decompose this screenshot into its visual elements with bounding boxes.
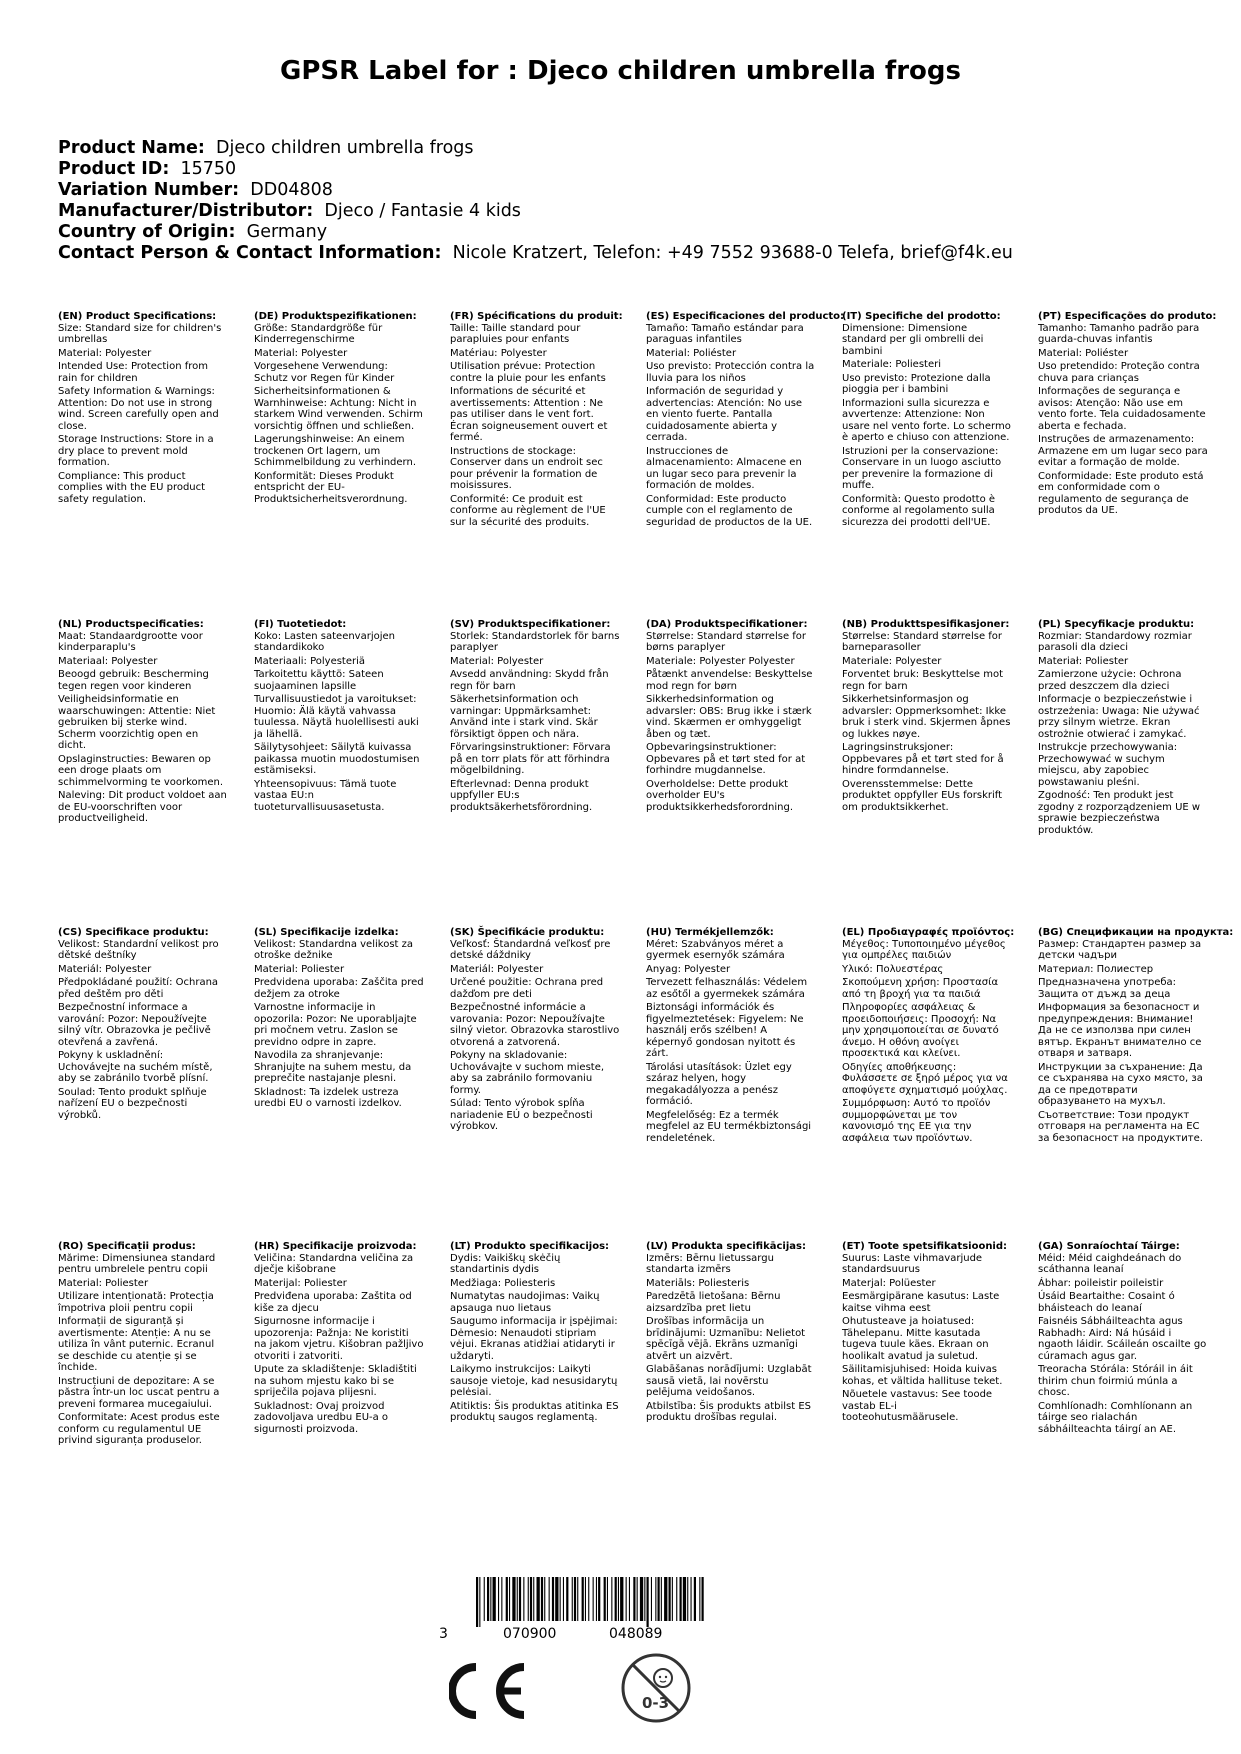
spec-item: Súlad: Tento výrobok spĺňa nariadenie EÚ o bezpečnosti výrobkov. xyxy=(450,1098,593,1132)
spec-item: Anyag: Polyester xyxy=(646,963,731,975)
spec-item: Säilytysohjeet: Säilytä kuivassa paikassa muotin muodostumisen estämiseksi. xyxy=(254,742,420,776)
spec-item: Treoracha Stórála: Stóráil in áit thirim chun foirmiú múnla a chosc. xyxy=(1038,1364,1193,1398)
spec-item: Material: Poliéster xyxy=(1038,347,1129,359)
spec-item: Dydis: Vaikiškų skėčių standartinis dydis xyxy=(450,1252,561,1275)
spec-item: Pokyny na skladovanie: Uchovávajte v suchom mieste, aby sa zabránilo formovaniu formy. xyxy=(450,1050,605,1096)
spec-item: Materiał: Poliester xyxy=(1038,655,1129,667)
spec-item: Σκοπούμενη χρήση: Προστασία από τη βροχή για τα παιδιά xyxy=(842,977,999,1000)
barcode-bar xyxy=(530,1577,532,1621)
barcode-bar xyxy=(549,1577,550,1621)
spec-block xyxy=(58,927,228,1123)
barcode-bar xyxy=(541,1577,543,1621)
spec-item: Biztonsági információk és figyelmeztetések: Figyelem: Ne használj erős szélben! A képernyő gondosan nyitott és zárt. xyxy=(646,1002,804,1059)
age-warning-icon xyxy=(620,1652,692,1724)
page-title: GPSR Label for : Djeco children umbrella frogs xyxy=(279,56,961,86)
spec-item: Materiale: Polyester Polyester xyxy=(646,655,795,667)
spec-item: Opslaginstructies: Bewaren op een droge plaats om schimmelvorming te voorkomen. xyxy=(58,753,224,788)
product-id-row xyxy=(58,159,1198,180)
spec-item: Materijal: Poliester xyxy=(254,1277,347,1289)
barcode-bar xyxy=(528,1577,529,1621)
spec-item: Drošības informācija un brīdinājumi: Uzmanību: Nelietot spēcīgā vējā. Ekrāns uzmanīgi atvērt un aizvērt. xyxy=(646,1316,806,1362)
barcode-bar xyxy=(577,1577,578,1621)
barcode-bar xyxy=(588,1577,589,1621)
spec-heading: (FI) Tuotetiedot: xyxy=(254,619,347,630)
spec-heading: (DE) Produktspezifikationen: xyxy=(254,311,417,322)
barcode-bar xyxy=(669,1577,671,1621)
spec-item: Información de seguridad y advertencias: Atención: No use en viento fuerte. Pantalla cuidadosamente abierta y cerrada. xyxy=(646,386,803,443)
spec-heading: (SK) Špecifikácie produktu: xyxy=(450,927,605,938)
spec-item: Mărime: Dimensiunea standard pentru umbrelele pentru copii xyxy=(58,1252,216,1275)
barcode-bar xyxy=(607,1577,608,1621)
spec-item: Förvaringsinstruktioner: Förvara på en torr plats för att förhindra mögelbildning. xyxy=(450,742,611,776)
info-value: 15750 xyxy=(180,159,237,179)
spec-heading: (CS) Specifikace produktu: xyxy=(58,927,209,938)
spec-item: Материал: Полиестер xyxy=(1038,963,1154,975)
spec-item: Οδηγίες αποθήκευσης: Φυλάσσετε σε ξηρό μέρος για να αποφύγετε σχηματισμό μούχλας. xyxy=(842,1061,1008,1096)
barcode-bar xyxy=(620,1577,623,1621)
barcode-bar xyxy=(598,1577,600,1621)
spec-item: Sukladnost: Ovaj proizvod zadovoljava uredbu EU-a o sigurnosti proizvoda. xyxy=(254,1400,389,1435)
spec-item: Istruzioni per la conservazione: Conservare in un luogo asciutto per prevenire la formazione di muffe. xyxy=(842,445,1002,491)
spec-item: Soulad: Tento produkt splňuje nařízení EU o bezpečnosti výrobků. xyxy=(58,1086,207,1121)
spec-item: Faisnéis Sábháilteachta agus Rabhadh: Aird: Ná húsáid i ngaoth láidir. Scáileán oscailte go cúramach agus gar. xyxy=(1038,1316,1207,1362)
spec-item: Varnostne informacije in opozorila: Pozor: Ne uporabljajte pri močnem vetru. Zaslon se previdno odpre in zapre. xyxy=(254,1002,417,1048)
barcode-bar xyxy=(519,1577,521,1621)
barcode-bar xyxy=(487,1577,489,1621)
spec-item: Forventet bruk: Beskyttelse mot regn for barn xyxy=(842,669,1004,692)
spec-item: Určené použitie: Ochrana pred dažďom pre deti xyxy=(450,977,604,1000)
spec-item: Υλικό: Πολυεστέρας xyxy=(842,963,944,975)
barcode-bar xyxy=(651,1577,652,1621)
barcode-bar xyxy=(633,1577,635,1621)
barcode-bar xyxy=(537,1577,540,1621)
barcode-bar xyxy=(655,1577,656,1621)
spec-item: Conformitate: Acest produs este conform cu regulamentul UE privind siguranța produselor. xyxy=(58,1412,220,1446)
spec-item: Utilizare intenționată: Protecția împotriva ploii pentru copii xyxy=(58,1291,214,1314)
spec-item: Materiaali: Polyesteriä xyxy=(254,655,366,667)
spec-item: Tárolási utasítások: Üzlet egy száraz helyen, hogy megakadályozza a penész formáció. xyxy=(646,1061,792,1107)
info-label: Contact Person & Contact Information: xyxy=(58,243,442,263)
spec-heading: (NB) Produkttspesifikasjoner: xyxy=(842,619,1010,630)
spec-item: Πληροφορίες ασφάλειας & προειδοποιήσεις: Προσοχή: Να μην χρησιμοποιείται σε δυνατό άνεμο. Η οθόνη ανοίγει προσεκτικά και κλείνει. xyxy=(842,1002,999,1059)
spec-item: Säkerhetsinformation och varningar: Uppmärksamhet: Använd inte i stark vind. Skär försiktigt öppen och nära. xyxy=(450,694,598,740)
spec-item: Rozmiar: Standardowy rozmiar parasoli dla dzieci xyxy=(1038,630,1192,653)
barcode-bar xyxy=(517,1577,518,1621)
spec-item: Uso previsto: Protección contra la lluvia para los niños xyxy=(646,361,815,384)
spec-item: Úsáid Beartaithe: Cosaint ó bháisteach do leanaí xyxy=(1038,1291,1175,1314)
barcode-bar xyxy=(644,1577,645,1621)
manufacturer-row xyxy=(58,201,1198,222)
spec-heading: (LV) Produkta specifikācijas: xyxy=(646,1241,806,1252)
spec-item: Laikymo instrukcijos: Laikyti sausoje vietoje, kad nesusidarytų pelėsiai. xyxy=(450,1364,618,1398)
spec-item: Upute za skladištenje: Skladištiti na suhom mjestu kako bi se spriječila pojava plijesni. xyxy=(254,1364,417,1398)
info-label: Product ID: xyxy=(58,159,170,179)
spec-item: Conformità: Questo prodotto è conforme al regolamento sulla sicurezza dei prodotti dell'UE. xyxy=(842,493,996,528)
info-label: Variation Number: xyxy=(58,180,240,200)
spec-item: Zamierzone użycie: Ochrona przed deszczem dla dzieci xyxy=(1038,669,1182,692)
spec-item: Predviđena uporaba: Zaštita od kiše za djecu xyxy=(254,1291,412,1314)
spec-item: Materiál: Polyester xyxy=(450,963,544,975)
spec-heading: (PT) Especificações do produto: xyxy=(1038,311,1217,322)
spec-item: Instrucciones de almacenamiento: Almacene en un lugar seco para prevenir la formación de moldes. xyxy=(646,445,802,491)
spec-item: Sicherheitsinformationen & Warnhinweise: Achtung: Nicht in starkem Wind verwenden. Schirm vorsichtig öffnen und schließen. xyxy=(254,386,423,432)
spec-item: Lagerungshinweise: An einem trockenen Ort lagern, um Schimmelbildung zu verhindern. xyxy=(254,434,417,468)
spec-block xyxy=(646,1241,816,1426)
spec-item: Bezpečnostní informace a varování: Pozor: Nepoužívejte silný vítr. Obrazovka je pečlivě otevřená a zavřená. xyxy=(58,1002,211,1048)
spec-block xyxy=(842,927,1015,1146)
spec-item: Uso previsto: Protezione dalla pioggia per i bambini xyxy=(842,372,991,395)
spec-item: Säilitamisjuhised: Hoida kuivas kohas, et vältida hallituse teket. xyxy=(842,1364,1003,1387)
spec-item: Méret: Szabványos méret a gyermek esernyők számára xyxy=(646,938,785,961)
spec-item: Numatytas naudojimas: Vaikų apsauga nuo lietaus xyxy=(450,1291,600,1314)
barcode-bar xyxy=(640,1577,643,1621)
spec-item: Megfelelőség: Ez a termék megfelel az EU termékbiztonsági rendeletének. xyxy=(646,1109,812,1144)
barcode-bar xyxy=(484,1577,485,1621)
spec-item: Instrucțiuni de depozitare: A se păstra într-un loc uscat pentru a preveni formarea mucegaiului. xyxy=(58,1375,220,1410)
spec-item: Ohutusteave ja hoiatused: Tähelepanu. Mitte kasutada tugeva tuule käes. Ekraan on hoolikalt avatud ja suletud. xyxy=(842,1316,989,1362)
spec-item: Material: Poliester xyxy=(58,1277,149,1289)
spec-heading: (BG) Спецификации на продукта: xyxy=(1038,927,1234,938)
spec-item: Avsedd användning: Skydd från regn för barn xyxy=(450,669,609,692)
spec-heading: (PL) Specyfikacje produktu: xyxy=(1038,619,1195,630)
product-name-row xyxy=(58,138,1198,159)
barcode-digits-left: 070900 xyxy=(503,1626,557,1642)
spec-heading: (EL) Προδιαγραφές προϊόντος: xyxy=(842,927,1015,938)
spec-item: Maat: Standaardgrootte voor kinderparaplu's xyxy=(58,630,203,653)
spec-heading: (LT) Produkto specifikacijos: xyxy=(450,1241,610,1252)
spec-block xyxy=(254,619,424,815)
spec-heading: (DA) Produktspecifikationer: xyxy=(646,619,808,630)
spec-block xyxy=(646,311,845,530)
spec-item: Veličina: Standardna veličina za dječje kišobrane xyxy=(254,1252,414,1275)
spec-item: Информация за безопасност и предупреждения: Внимание! Да не се използва при силен вятър. Екранът внимателно се отваря и затваря. xyxy=(1038,1002,1202,1059)
barcode-digit-first: 3 xyxy=(439,1626,448,1642)
spec-item: Efterlevnad: Denna produkt uppfyller EU:s produktsäkerhetsförordning. xyxy=(450,778,593,813)
spec-heading: (GA) Sonraíochtaí Táirge: xyxy=(1038,1241,1180,1252)
spec-block xyxy=(58,311,228,507)
spec-item: Opbevaringsinstruktioner: Opbevares på et tørt sted for at forhindre mugdannelse. xyxy=(646,742,806,776)
barcode-bar xyxy=(702,1577,704,1621)
info-value: Djeco children umbrella frogs xyxy=(216,138,474,158)
spec-item: Velikost: Standardní velikost pro dětské deštníky xyxy=(58,938,219,961)
barcode-bar xyxy=(552,1577,554,1621)
spec-block xyxy=(450,1241,620,1426)
spec-item: Conformidade: Este produto está em conformidade com o regulamento de segurança de produtos da UE. xyxy=(1038,470,1204,516)
spec-block xyxy=(254,1241,424,1437)
spec-item: Nõuetele vastavus: See toode vastab EL-i tooteohutusmäärusele. xyxy=(842,1389,993,1423)
barcode-bar xyxy=(512,1577,515,1621)
spec-item: Matériau: Polyester xyxy=(450,347,547,359)
spec-heading: (HU) Termékjellemzők: xyxy=(646,927,774,938)
barcode-bar xyxy=(615,1577,617,1621)
barcode-bar xyxy=(593,1577,594,1621)
spec-block xyxy=(1038,311,1217,519)
info-value: Germany xyxy=(246,222,328,242)
barcode-bar xyxy=(683,1577,686,1621)
barcode-bar xyxy=(493,1577,496,1621)
barcode-bar xyxy=(479,1577,480,1627)
barcode-bar xyxy=(506,1577,508,1621)
spec-item: Vorgesehene Verwendung: Schutz vor Regen für Kinder xyxy=(254,361,395,384)
spec-item: Comhlíonadh: Comhlíonann an táirge seo rialachán sábháilteachta táirgí an AE. xyxy=(1038,1400,1193,1435)
spec-block xyxy=(842,1241,1012,1426)
spec-block xyxy=(450,927,620,1135)
spec-item: Bezpečnostné informácie a varovania: Pozor: Nepoužívajte silný vietor. Obrazovka starostlivo otvorená a zatvorená. xyxy=(450,1002,620,1048)
barcode-bar xyxy=(582,1577,584,1621)
spec-item: Suurus: Laste vihmavarjude standardsuurus xyxy=(842,1252,983,1275)
spec-item: Sigurnosne informacije i upozorenja: Pažnja: Ne koristiti na jakom vjetru. Kišobran pažljivo otvoriti i zatvoriti. xyxy=(254,1316,424,1362)
spec-item: Material: Poliéster xyxy=(646,347,737,359)
variation-number-row xyxy=(58,180,1198,201)
spec-heading: (ET) Toote spetsifikatsioonid: xyxy=(842,1241,1008,1252)
info-label: Country of Origin: xyxy=(58,222,236,242)
spec-item: Tamaño: Tamaño estándar para paraguas infantiles xyxy=(646,322,804,345)
barcode-bar xyxy=(596,1577,597,1621)
spec-item: Izmērs: Bērnu lietussargu standarta izmērs xyxy=(646,1252,774,1275)
spec-item: Compliance: This product complies with the EU product safety regulation. xyxy=(58,470,206,505)
barcode-bar xyxy=(574,1577,576,1621)
spec-item: Съответствие: Този продукт отговаря на регламента на ЕС за безопасност на продуктите. xyxy=(1038,1109,1203,1144)
info-label: Product Name: xyxy=(58,138,205,158)
spec-heading: (NL) Productspecificaties: xyxy=(58,619,204,630)
barcode-bar xyxy=(629,1577,630,1621)
spec-block xyxy=(58,619,228,827)
spec-item: Saugumo informacija ir įspėjimai: Dėmesio: Nenaudoti stipriam vėjui. Ekranas atidžiai atidaryti ir uždaryti. xyxy=(450,1316,618,1362)
spec-item: Storage Instructions: Store in a dry place to prevent mold formation. xyxy=(58,434,214,468)
spec-item: Tarkoitettu käyttö: Sateen suojaaminen lapsille xyxy=(254,669,384,692)
spec-item: Naleving: Dit product voldoet aan de EU-voorschriften voor productveiligheid. xyxy=(58,790,227,824)
barcode-bar xyxy=(533,1577,534,1621)
spec-item: Informații de siguranță și avertismente: Atenție: A nu se utiliza în vânt puternic. Ecranul se deschide cu atenție și se închide. xyxy=(58,1316,215,1373)
spec-item: Overholdelse: Dette produkt overholder EU's produktsikkerhedsforordning. xyxy=(646,778,794,813)
spec-item: Μέγεθος: Τυποποιημένο μέγεθος για ομπρέλες παιδιών xyxy=(842,938,1006,961)
barcode-bar xyxy=(672,1577,673,1621)
spec-item: Conformidad: Este producto cumple con el reglamento de seguridad de productos de la UE. xyxy=(646,493,813,528)
spec-item: Materiale: Polyester xyxy=(842,655,942,667)
barcode xyxy=(476,1577,704,1627)
ce-mark-icon xyxy=(449,1661,533,1721)
spec-item: Sikkerhedsinformation og advarsler: OBS: Brug ikke i stærk vind. Skærmen er omhyggeligt åben og tæt. xyxy=(646,694,812,740)
spec-item: Materjal: Polüester xyxy=(842,1277,936,1289)
contact-row xyxy=(58,243,1198,264)
info-value: Djeco / Fantasie 4 kids xyxy=(324,201,521,221)
spec-heading: (FR) Spécifications du produit: xyxy=(450,311,623,322)
barcode-bar xyxy=(618,1577,619,1621)
spec-heading: (EN) Product Specifications: xyxy=(58,311,217,322)
spec-item: Size: Standard size for children's umbrellas xyxy=(58,322,222,345)
spec-item: Instruções de armazenamento: Armazene em um lugar seco para evitar a formação de molde. xyxy=(1038,434,1208,468)
barcode-bar xyxy=(498,1577,499,1621)
spec-item: Veiligheidsinformatie en waarschuwingen: Attentie: Niet gebruiken bij sterke wind. Scherm voorzichtig open en dicht. xyxy=(58,694,216,751)
spec-item: Atitiktis: Šis produktas atitinka ES produktų saugos reglamentą. xyxy=(450,1400,619,1423)
barcode-bar xyxy=(611,1577,612,1621)
spec-item: Safety Information & Warnings: Attention: Do not use in strong wind. Screen carefully open and close. xyxy=(58,386,219,432)
spec-heading: (SL) Specifikacije izdelka: xyxy=(254,927,399,938)
spec-item: Skladnost: Ta izdelek ustreza uredbi EU o varnosti izdelkov. xyxy=(254,1086,402,1109)
info-label: Manufacturer/Distributor: xyxy=(58,201,314,221)
spec-item: Overensstemmelse: Dette produktet oppfyller EUs forskrift om produktsikkerhet. xyxy=(842,778,1003,813)
spec-item: Material: Poliester xyxy=(254,963,345,975)
spec-item: Předpokládané použití: Ochrana před deštěm pro děti xyxy=(58,977,219,1000)
spec-heading: (RO) Specificații produs: xyxy=(58,1241,196,1252)
barcode-bar xyxy=(637,1577,638,1621)
country-of-origin-row xyxy=(58,222,1198,243)
spec-item: Размер: Стандартен размер за детски чадъри xyxy=(1038,938,1202,961)
spec-item: Materiale: Poliesteri xyxy=(842,359,941,370)
barcode-bar xyxy=(585,1577,586,1621)
spec-item: Atbilstība: Šis produkts atbilst ES produktu drošības regulai. xyxy=(646,1400,812,1423)
spec-item: Material: Polyester xyxy=(254,347,348,359)
spec-item: Tervezett felhasználás: Védelem az esőtől a gyermekek számára xyxy=(646,977,808,1000)
spec-item: Påtænkt anvendelse: Beskyttelse mod regn for børn xyxy=(646,669,813,692)
barcode-bar xyxy=(664,1577,667,1621)
barcode-bar xyxy=(676,1577,677,1621)
barcode-bar xyxy=(699,1577,700,1621)
barcode-bar xyxy=(661,1577,662,1621)
spec-item: Tamanho: Tamanho padrão para guarda-chuvas infantis xyxy=(1038,322,1200,345)
barcode-bar xyxy=(694,1577,696,1621)
spec-block xyxy=(450,311,623,530)
barcode-bar xyxy=(509,1577,510,1621)
barcode-bar xyxy=(691,1577,692,1621)
barcode-bar xyxy=(563,1577,564,1621)
barcode-bar xyxy=(476,1577,478,1627)
spec-block xyxy=(1038,927,1234,1146)
spec-block xyxy=(450,619,620,815)
spec-item: Dimensione: Dimensione standard per gli ombrelli dei bambini xyxy=(842,322,984,357)
spec-item: Sikkerhetsinformasjon og advarsler: Oppmerksomhet: Ikke bruk i sterk vind. Skjermen åpnes og lukkes nøye. xyxy=(842,694,1011,740)
barcode-bar xyxy=(490,1577,491,1621)
spec-item: Conformité: Ce produit est conforme au règlement de l'UE sur la sécurité des produits. xyxy=(450,493,606,528)
barcode-bar xyxy=(555,1577,558,1621)
barcode-bar xyxy=(572,1577,573,1621)
spec-item: Velikost: Standardna velikost za otroške dežnike xyxy=(254,938,414,961)
barcode-bar xyxy=(523,1577,524,1621)
spec-block xyxy=(1038,1241,1208,1437)
spec-item: Turvallisuustiedot ja varoitukset: Huomio: Älä käytä vahvassa tuulessa. Näytä huolellisesti auki ja lähellä. xyxy=(254,694,419,740)
info-value: DD04808 xyxy=(250,180,333,200)
spec-block xyxy=(646,927,816,1146)
spec-item: Ábhar: poileistir poileistir xyxy=(1038,1277,1164,1289)
barcode-bar xyxy=(658,1577,660,1621)
barcode-bar xyxy=(626,1577,627,1621)
spec-item: Størrelse: Standard størrelse for børns paraplyer xyxy=(646,630,807,653)
spec-item: Materiál: Polyester xyxy=(58,963,152,975)
spec-item: Предназначена употреба: Защита от дъжд за деца xyxy=(1038,977,1177,1000)
spec-item: Material: Polyester xyxy=(450,655,544,667)
spec-item: Pokyny k uskladnění: Uchovávejte na suchém místě, aby se zabránilo tvorbě plísní. xyxy=(58,1050,213,1084)
barcode-bar xyxy=(501,1577,502,1621)
barcode-bar xyxy=(544,1577,545,1621)
spec-item: Utilisation prévue: Protection contre la pluie pour les enfants xyxy=(450,361,606,384)
spec-block xyxy=(254,927,424,1112)
spec-block xyxy=(842,311,1012,530)
spec-item: Zgodność: Ten produkt jest zgodny z rozporządzeniem UE w sprawie bezpieczeństwa produktów. xyxy=(1038,790,1201,836)
spec-item: Storlek: Standardstorlek för barns paraplyer xyxy=(450,630,620,653)
spec-item: Beoogd gebruik: Bescherming tegen regen voor kinderen xyxy=(58,669,209,692)
spec-item: Taille: Taille standard pour parapluies pour enfants xyxy=(450,322,581,345)
spec-item: Informações de segurança e avisos: Atenção: Não use em vento forte. Tela cuidadosamente aberta e fechada. xyxy=(1038,386,1206,432)
spec-heading: (HR) Specifikacije proizvoda: xyxy=(254,1241,417,1252)
spec-block xyxy=(842,619,1012,815)
spec-item: Materiaal: Polyester xyxy=(58,655,158,667)
spec-item: Predvidena uporaba: Zaščita pred dežjem za otroke xyxy=(254,977,424,1000)
barcode-bar xyxy=(647,1577,649,1627)
barcode-bar xyxy=(560,1577,561,1621)
spec-item: Navodila za shranjevanje: Shranjujte na suhem mestu, da preprečite nastajanje plesni. xyxy=(254,1050,412,1084)
spec-heading: (IT) Specifiche del prodotto: xyxy=(842,311,1001,322)
spec-item: Intended Use: Protection from rain for children xyxy=(58,361,208,384)
spec-item: Informacje o bezpieczeństwie i ostrzeżenia: Uwaga: Nie używać przy silnym wietrze. Ekran ostrożnie otwierać i zamykać. xyxy=(1038,694,1200,740)
product-info xyxy=(58,138,1198,264)
spec-item: Συμμόρφωση: Αυτό το προϊόν συμμορφώνεται με τον κανονισμό της ΕΕ για την ασφάλεια των προϊόντων. xyxy=(842,1098,991,1144)
spec-item: Material: Polyester xyxy=(58,347,152,359)
spec-item: Materiāls: Poliesteris xyxy=(646,1277,750,1289)
spec-item: Инструкции за съхранение: Да се съхранява на сухо място, за да се предотврати образуването на мухъл. xyxy=(1038,1061,1203,1107)
spec-item: Størrelse: Standard størrelse for barneparasoller xyxy=(842,630,1003,653)
spec-heading: (SV) Produktspecifikationer: xyxy=(450,619,611,630)
spec-item: Medžiaga: Poliesteris xyxy=(450,1277,556,1289)
spec-item: Uso pretendido: Proteção contra chuva para crianças xyxy=(1038,361,1200,384)
barcode-bar xyxy=(566,1577,568,1621)
spec-item: Méid: Méid caighdeánach do scáthanna leanaí xyxy=(1038,1252,1182,1275)
spec-item: Paredzētā lietošana: Bērnu aizsardzība pret lietu xyxy=(646,1291,781,1314)
age-range-label: 0-3 xyxy=(642,1694,670,1712)
barcode-bar xyxy=(680,1577,682,1621)
spec-item: Koko: Lasten sateenvarjojen standardikoko xyxy=(254,630,396,653)
spec-item: Yhteensopivuus: Tämä tuote vastaa EU:n tuoteturvallisuusasetusta. xyxy=(254,778,397,813)
spec-block xyxy=(1038,619,1208,838)
spec-item: Glabāšanas norādījumi: Uzglabāt sausā vietā, lai novērstu pelējuma veidošanos. xyxy=(646,1364,812,1398)
spec-block xyxy=(646,619,816,815)
barcode-digits-right: 048089 xyxy=(609,1626,663,1642)
spec-item: Informations de sécurité et avertissements: Attention : Ne pas utiliser dans le vent fort. Écran soigneusement ouvert et fermé. xyxy=(450,386,608,443)
info-value: Nicole Kratzert, Telefon: +49 7552 93688-0 Telefa, brief@f4k.eu xyxy=(452,243,1013,263)
spec-item: Veľkosť: Štandardná veľkosť pre detské dáždniky xyxy=(450,938,611,961)
spec-item: Instrukcje przechowywania: Przechowywać w suchym miejscu, aby zapobiec powstawaniu pleśni. xyxy=(1038,742,1178,788)
spec-item: Größe: Standardgröße für Kinderregenschirme xyxy=(254,322,383,345)
spec-item: Informazioni sulla sicurezza e avvertenze: Attenzione: Non usare nel vento forte. Lo schermo è aperto e chiuso con attenzione. xyxy=(842,397,1011,443)
barcode-bar xyxy=(604,1577,606,1621)
spec-item: Konformität: Dieses Produkt entspricht der EU-Produktsicherheitsverordnung. xyxy=(254,470,408,505)
spec-item: Lagringsinstruksjoner: Oppbevares på et tørt sted for å hindre formdannelse. xyxy=(842,742,1004,776)
spec-block xyxy=(58,1241,228,1449)
spec-item: Eesmärgipärane kasutus: Laste kaitse vihma eest xyxy=(842,1291,1000,1314)
spec-item: Instructions de stockage: Conserver dans un endroit sec pour prévenir la formation de moisissures. xyxy=(450,445,603,491)
spec-block xyxy=(254,311,424,507)
barcode-bar xyxy=(687,1577,688,1621)
spec-heading: (ES) Especificaciones del producto: xyxy=(646,311,845,322)
